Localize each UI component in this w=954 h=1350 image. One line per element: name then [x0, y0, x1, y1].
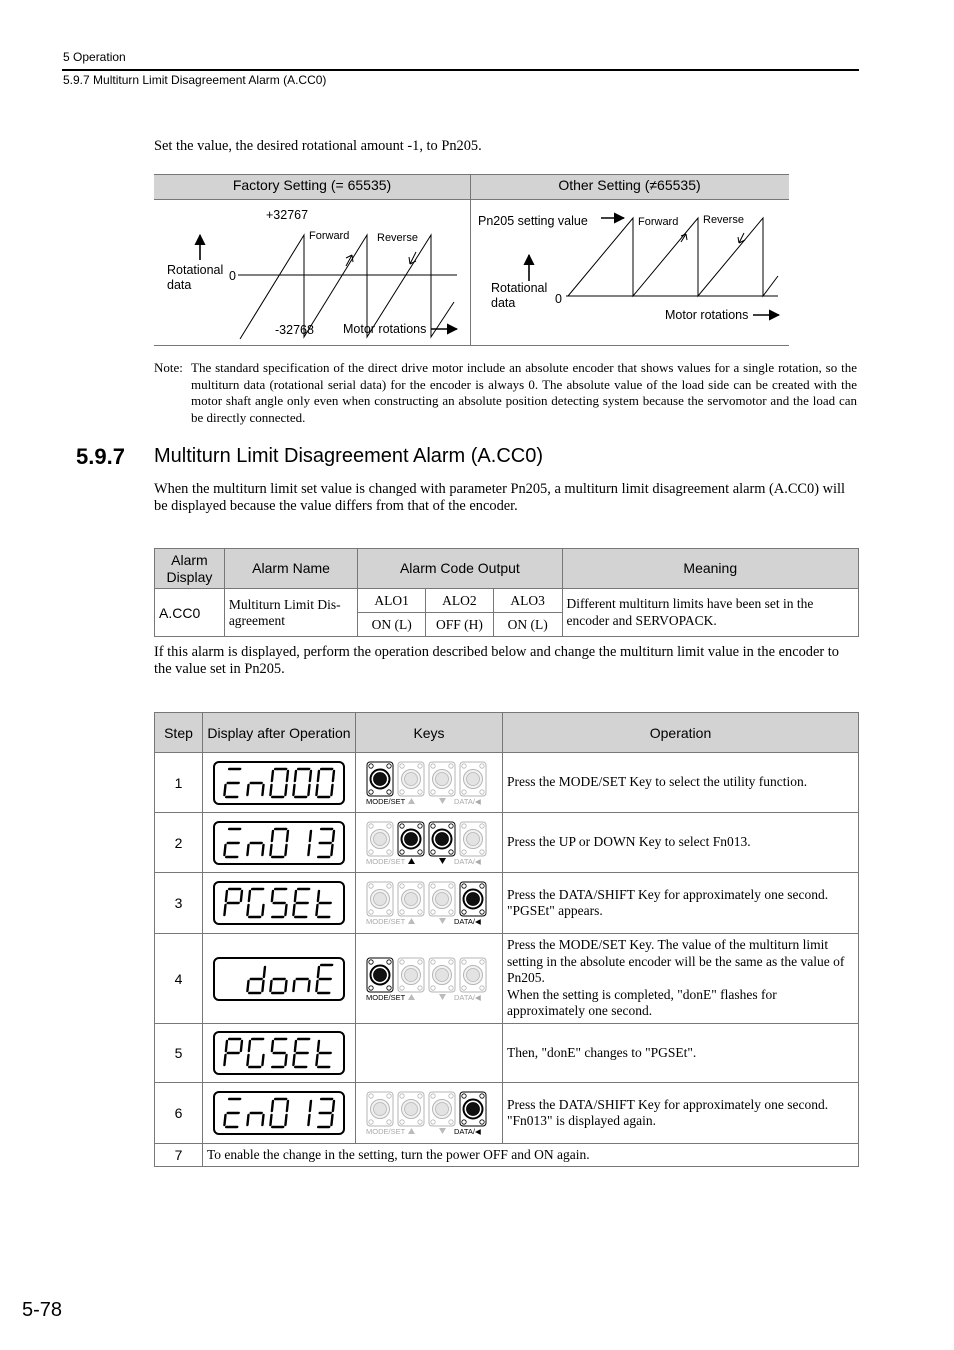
lcd-digit	[318, 829, 334, 857]
alarm-display: A.CC0	[155, 589, 225, 637]
lcd-digit	[316, 965, 332, 993]
op-keys	[356, 1083, 503, 1144]
rotation-waveforms	[154, 198, 789, 345]
key-panel	[365, 1090, 493, 1136]
mode-key-label: MODE/SET	[366, 1127, 406, 1136]
header-section: 5.9.7 Multiturn Limit Disagreement Alarm (A.CC0)	[63, 73, 327, 87]
note-label: Note:	[154, 360, 183, 375]
data-key-icon	[460, 958, 486, 992]
op-description-line: Press the MODE/SET Key. The value of the multiturn limit setting in the absolute encoder will be the same as the value of Pn205.	[507, 937, 845, 986]
op-keys	[356, 873, 503, 934]
lcd-digit	[247, 1113, 263, 1125]
right-reverse-label: Reverse	[703, 214, 744, 226]
lcd-digit	[247, 843, 263, 855]
note-text: The standard specification of the direct drive motor include an absolute encoder that shows values for a single rotation, so the multiturn data (rotational serial data) for the encoder is always 0. The absolute value of the load side can be created with the motor shaft angle only even when constructing an absolute position detecting system because the servomotor and the load can be directly connected.	[191, 360, 857, 425]
lcd-digit	[247, 783, 263, 795]
lcd-digit	[293, 979, 309, 991]
section-number: 5.9.7	[76, 444, 125, 469]
lcd-digit	[316, 769, 334, 797]
mode-key-label: MODE/SET	[366, 992, 406, 1002]
mode-key-label: MODE/SET	[366, 856, 406, 866]
left-forward-arrow	[346, 255, 353, 266]
lcd-display	[213, 1031, 345, 1075]
key-panel	[365, 880, 493, 926]
op-header-step: Step	[155, 713, 203, 753]
op-display	[203, 1024, 356, 1083]
lcd-digit	[224, 889, 242, 915]
up-key-icon	[398, 882, 424, 916]
lcd-digit	[247, 967, 265, 993]
lcd-digit	[270, 1099, 288, 1127]
lcd-digit	[318, 1099, 334, 1127]
data-key-label: DATA/◀	[454, 917, 481, 926]
op-description-line: "Fn013" is displayed again.	[507, 1113, 657, 1128]
op-display	[203, 873, 356, 934]
alarm-header-display: Alarm Display	[155, 549, 225, 589]
section-paragraph-1: When the multiturn limit set value is changed with parameter Pn205, a multiturn limit disagreement alarm (A.CC0) will be displayed because the value differs from that of the encoder.	[154, 481, 845, 514]
op-display	[203, 934, 356, 1024]
op-keys	[356, 1024, 503, 1083]
alarm-code-2: ALO2	[426, 589, 494, 613]
right-sawtooth	[568, 218, 778, 296]
alarm-header-code: Alarm Code Output	[358, 549, 562, 589]
op-step: 3	[155, 873, 203, 934]
data-key-label: DATA/◀	[454, 856, 481, 866]
alarm-table	[154, 548, 859, 637]
right-y-label-2: data	[491, 296, 516, 310]
op-step: 4	[155, 934, 203, 1024]
left-top-value: +32767	[266, 208, 309, 222]
op-description	[503, 813, 859, 873]
lcd-display	[213, 821, 345, 865]
op-description-line: Press the MODE/SET Key to select the utility function.	[507, 774, 808, 790]
alarm-state-3: ON (L)	[493, 613, 562, 637]
right-zero: 0	[555, 292, 562, 306]
figure-right-title: Other Setting (≠65535)	[470, 174, 789, 200]
alarm-name: Multiturn Limit Dis-agreement	[224, 589, 357, 637]
operation-row	[155, 873, 859, 934]
down-key-icon	[429, 958, 455, 992]
op-keys	[356, 813, 503, 873]
alarm-meaning: Different multiturn limits have been set in the encoder and SERVOPACK.	[562, 589, 858, 637]
op-description-line: Press the DATA/SHIFT Key for approximately one second.	[507, 886, 829, 902]
lcd-digit	[270, 769, 288, 797]
right-x-label: Motor rotations	[665, 308, 749, 322]
mode-key-icon	[367, 958, 393, 992]
data-key-label: DATA/◀	[454, 796, 481, 806]
op-description	[503, 1024, 859, 1083]
alarm-header-name: Alarm Name	[224, 549, 357, 589]
key-panel	[365, 820, 493, 866]
left-forward-label: Forward	[309, 230, 350, 242]
data-key-icon	[460, 882, 486, 916]
left-zero: 0	[229, 269, 236, 283]
alarm-code-3: ALO3	[493, 589, 562, 613]
lcd-display	[213, 957, 345, 1001]
lcd-digit	[224, 1099, 240, 1127]
lcd-digit	[224, 1039, 242, 1065]
lcd-digit	[293, 889, 309, 917]
op-description	[503, 1083, 859, 1144]
left-y-label-1: Rotational	[167, 263, 224, 277]
op-step: 6	[155, 1083, 203, 1144]
op-display	[203, 1083, 356, 1144]
operation-row	[155, 813, 859, 873]
lcd-digit	[270, 829, 288, 857]
header-chapter: 5 Operation	[63, 50, 126, 64]
down-key-icon	[429, 1092, 455, 1126]
left-reverse-arrow	[409, 252, 416, 264]
data-key-label: DATA/◀	[454, 1127, 481, 1136]
op-description-line: Press the UP or DOWN Key to select Fn013.	[507, 834, 751, 850]
down-key-icon	[429, 762, 455, 796]
up-key-icon	[398, 1092, 424, 1126]
op-final-text: To enable the change in the setting, turn the power OFF and ON again.	[203, 1144, 859, 1167]
rotation-figure	[154, 174, 789, 346]
up-key-icon	[398, 762, 424, 796]
data-key-icon	[460, 822, 486, 856]
section-paragraph-2: If this alarm is displayed, perform the operation described below and change the multiturn limit value in the encoder to the value set in Pn205.	[154, 644, 839, 677]
op-display	[203, 753, 356, 813]
alarm-code-1: ALO1	[358, 589, 426, 613]
up-key-icon	[398, 822, 424, 856]
lcd-display	[213, 1091, 345, 1135]
alarm-header-meaning: Meaning	[562, 549, 858, 589]
alarm-state-2: OFF (H)	[426, 613, 494, 637]
lcd-digit	[247, 889, 263, 917]
lcd-digit	[316, 1041, 330, 1067]
left-y-label-2: data	[167, 278, 192, 292]
down-key-icon	[429, 882, 455, 916]
op-description	[503, 934, 859, 1024]
lcd-digit	[224, 829, 240, 857]
lcd-digit	[270, 979, 286, 993]
op-description-line: Then, "donE" changes to "PGSEt".	[507, 1044, 697, 1060]
op-description-line: Press the DATA/SHIFT Key for approximately one second.	[507, 1096, 829, 1112]
mode-key-icon	[367, 882, 393, 916]
op-step: 2	[155, 813, 203, 873]
lcd-digit	[272, 1039, 287, 1067]
up-key-icon	[398, 958, 424, 992]
op-keys	[356, 753, 503, 813]
mode-key-label: MODE/SET	[366, 796, 406, 806]
data-key-label: DATA/◀	[454, 992, 481, 1002]
figure-left-title: Factory Setting (= 65535)	[154, 174, 470, 200]
op-step-7: 7	[155, 1144, 203, 1167]
op-step: 1	[155, 753, 203, 813]
operation-table	[154, 712, 859, 1167]
lcd-digit	[308, 1101, 311, 1125]
lcd-digit	[316, 891, 330, 917]
left-reverse-label: Reverse	[377, 232, 418, 244]
operation-row	[155, 1024, 859, 1083]
mode-key-icon	[367, 762, 393, 796]
right-y-label-1: Rotational	[491, 281, 548, 295]
lcd-digit	[224, 769, 240, 797]
key-panel	[365, 760, 493, 806]
operation-row	[155, 934, 859, 1024]
right-forward-label: Forward	[638, 216, 679, 228]
header-rule	[62, 69, 859, 71]
right-setting-label: Pn205 setting value	[478, 214, 588, 228]
op-header-keys: Keys	[356, 713, 503, 753]
op-header-display: Display after Operation	[203, 713, 356, 753]
data-key-icon	[460, 1092, 486, 1126]
mode-key-label: MODE/SET	[366, 917, 406, 926]
left-x-label: Motor rotations	[343, 322, 427, 336]
lcd-digit	[293, 769, 311, 797]
op-description-line: When the setting is completed, "donE" flashes for approximately one second.	[507, 986, 777, 1019]
lcd-display	[213, 761, 345, 805]
mode-key-icon	[367, 1092, 393, 1126]
intro-text: Set the value, the desired rotational amount -1, to Pn205.	[154, 138, 482, 154]
lcd-digit	[293, 1039, 309, 1067]
left-bottom-value: -32768	[275, 323, 314, 337]
op-description	[503, 873, 859, 934]
op-display	[203, 813, 356, 873]
key-panel	[365, 956, 493, 1002]
op-description	[503, 753, 859, 813]
mode-key-icon	[367, 822, 393, 856]
op-description-line: "PGSEt" appears.	[507, 903, 603, 918]
lcd-digit	[272, 889, 287, 917]
lcd-display	[213, 881, 345, 925]
page-number: 5-78	[22, 1299, 63, 1321]
op-keys	[356, 934, 503, 1024]
lcd-digit	[308, 831, 311, 855]
down-key-icon	[429, 822, 455, 856]
alarm-state-1: ON (L)	[358, 613, 426, 637]
section-title: Multiturn Limit Disagreement Alarm (A.CC0)	[154, 445, 543, 467]
op-step: 5	[155, 1024, 203, 1083]
operation-row	[155, 1083, 859, 1144]
operation-row	[155, 753, 859, 813]
lcd-digit	[247, 1039, 263, 1067]
op-header-operation: Operation	[503, 713, 859, 753]
data-key-icon	[460, 762, 486, 796]
